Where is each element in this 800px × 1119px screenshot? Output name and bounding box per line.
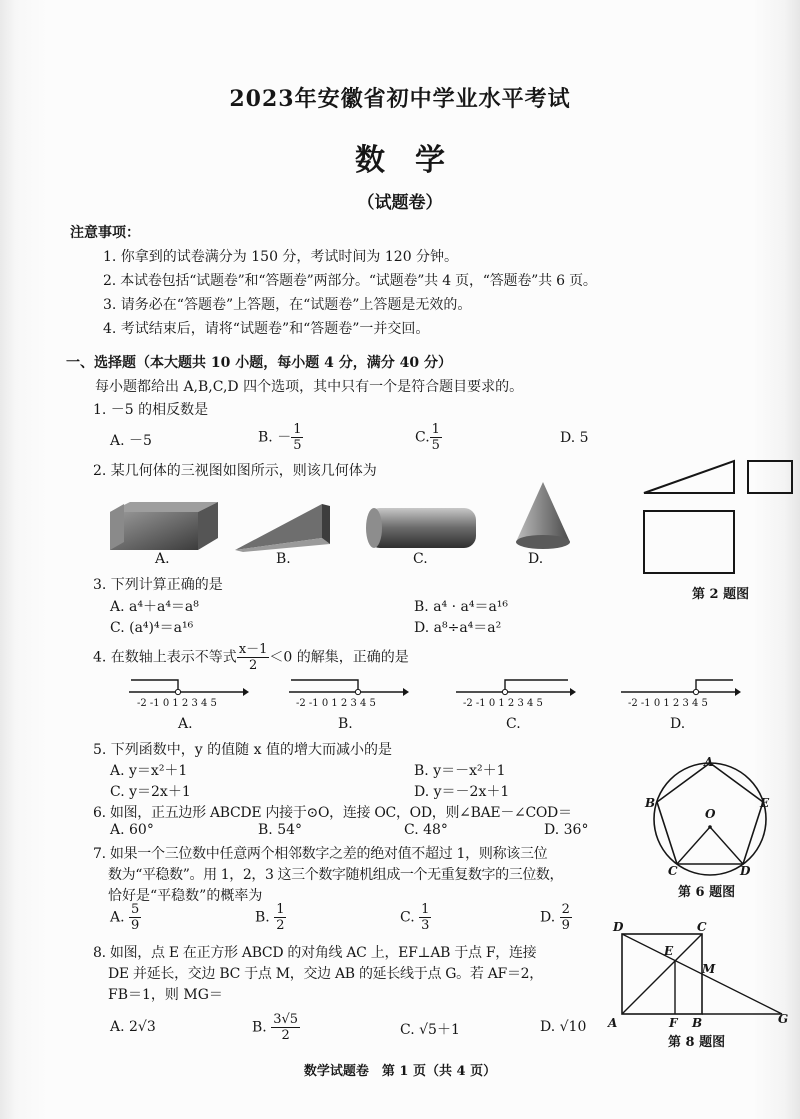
q4-ticks-c: -2 -1 0 1 2 3 4 5 (463, 698, 543, 709)
q6-label-d: D (740, 864, 751, 878)
subject-title: 数 学 (355, 143, 445, 178)
q2-option-d: D. (528, 551, 544, 567)
q6-label-o: O (705, 807, 716, 821)
q8-option-a: A. 2√3 (110, 1019, 156, 1035)
q5-option-a: A. y＝x²＋1 (110, 763, 188, 779)
q4-option-b: B. (338, 716, 353, 732)
q4-option-c: C. (506, 716, 521, 732)
solid-a-prism (110, 502, 218, 550)
q6-label-b: B (645, 796, 656, 810)
q3-option-b: B. a⁴ · a⁴＝a¹⁶ (414, 599, 509, 615)
notice-item-1: 1. 你拿到的试卷满分为 150 分，考试时间为 120 分钟。 (103, 249, 459, 265)
q8-option-d: D. √10 (540, 1019, 587, 1035)
q8-label-c: C (697, 920, 707, 934)
q1-option-a: A. －5 (110, 433, 152, 449)
q5-stem: 5. 下列函数中，y 的值随 x 值的增大而减小的是 (93, 742, 392, 758)
q6-label-c: C (668, 864, 678, 878)
q5-option-c: C. y＝2x＋1 (110, 784, 191, 800)
q8-label-g: G (778, 1012, 789, 1026)
q7-option-c: C. $\frac{1}{3}$ (400, 902, 430, 933)
q1-stem: 1. －5 的相反数是 (93, 402, 209, 418)
q8-label-f: F (669, 1016, 678, 1030)
q1-option-b: B. － $\frac{1}{5}$ (258, 422, 302, 453)
section-title: 一、选择题（本大题共 10 小题，每小题 4 分，满分 40 分） (66, 355, 452, 371)
q3-option-a: A. a⁴＋a⁴＝a⁸ (110, 599, 199, 615)
q8-figure-caption: 第 8 题图 (668, 1035, 726, 1050)
solid-b-wedge (235, 504, 330, 552)
q1-option-c: C. $\frac{1}{5}$ (415, 422, 440, 453)
q2-option-c: C. (413, 551, 428, 567)
q6-label-a: A (704, 755, 714, 769)
q6-stem: 6. 如图，正五边形 ABCDE 内接于⊙O，连接 OC，OD，则∠BAE－∠COD＝ (93, 805, 572, 821)
q6-option-c: C. 48° (404, 822, 448, 838)
q8-label-d: D (613, 920, 624, 934)
q2-solids-figure (100, 492, 490, 554)
q4-ticks-d: -2 -1 0 1 2 3 4 5 (628, 698, 708, 709)
q5-option-d: D. y＝－2x＋1 (414, 784, 510, 800)
q7-line-3: 恰好是“平稳数”的概率为 (108, 888, 263, 904)
q5-option-b: B. y＝－x²＋1 (414, 763, 506, 779)
q8-line-2: DE 并延长，交边 BC 于点 M，交边 AB 的延长线于点 G。若 AF＝2， (108, 966, 543, 982)
q8-label-b: B (692, 1016, 703, 1030)
exam-title: 2023年安徽省初中学业水平考试 (229, 86, 571, 112)
q6-label-e: E (760, 796, 770, 810)
q8-label-m: M (702, 962, 716, 976)
q2-cone-figure (510, 480, 580, 552)
q1-option-d: D. 5 (560, 430, 589, 446)
q3-option-d: D. a⁸÷a⁴＝a² (414, 620, 502, 636)
q2-figure-caption: 第 2 题图 (692, 587, 750, 602)
q2-three-views-figure (638, 455, 798, 585)
q6-option-d: D. 36° (544, 822, 589, 838)
q8-line-3: FB＝1，则 MG＝ (108, 987, 223, 1003)
q2-option-a: A. (155, 551, 170, 567)
q8-option-c: C. √5＋1 (400, 1022, 460, 1038)
notice-title: 注意事项： (70, 225, 140, 241)
q6-option-a: A. 60° (110, 822, 154, 838)
q7-option-d: D. $\frac{2}{9}$ (540, 902, 570, 933)
section-instruction: 每小题都给出 A,B,C,D 四个选项，其中只有一个是符合题目要求的。 (95, 379, 524, 395)
notice-item-2: 2. 本试卷包括“试题卷”和“答题卷”两部分。“试题卷”共 4 页，“答题卷”共 6 页。 (103, 273, 597, 289)
q7-line-1: 7. 如果一个三位数中任意两个相邻数字之差的绝对值不超过 1，则称该三位 (93, 846, 548, 862)
q7-option-a: A. $\frac{5}{9}$ (110, 902, 140, 933)
q8-label-e: E (664, 944, 674, 958)
q7-line-2: 数为“平稳数”。用 1，2，3 这三个数字随机组成一个无重复数字的三位数， (108, 867, 564, 883)
q7-option-b: B. $\frac{1}{2}$ (255, 902, 285, 933)
q8-line-1: 8. 如图，点 E 在正方形 ABCD 的对角线 AC 上，EF⊥AB 于点 F，连接 (93, 945, 537, 961)
notice-item-4: 4. 考试结束后，请将“试题卷”和“答题卷”一并交回。 (103, 321, 430, 337)
q3-option-c: C. (a⁴)⁴＝a¹⁶ (110, 620, 194, 636)
q6-figure-caption: 第 6 题图 (678, 885, 736, 900)
q8-label-a: A (608, 1016, 618, 1030)
q4-ticks-b: -2 -1 0 1 2 3 4 5 (296, 698, 376, 709)
q8-option-b: B. $\frac{3√5}{2}$ (252, 1012, 299, 1043)
paper-type: （试题卷） (357, 193, 443, 213)
q6-option-b: B. 54° (258, 822, 303, 838)
page-footer: 数学试题卷 第 1 页（共 4 页） (303, 1064, 497, 1079)
q2-option-b: B. (276, 551, 291, 567)
solid-c-cylinder (366, 508, 476, 548)
q2-stem: 2. 某几何体的三视图如图所示，则该几何体为 (93, 463, 377, 479)
q4-ticks-a: -2 -1 0 1 2 3 4 5 (137, 698, 217, 709)
q4-option-a: A. (178, 716, 193, 732)
q4-option-d: D. (670, 716, 686, 732)
q3-stem: 3. 下列计算正确的是 (93, 577, 223, 593)
q4-stem: 4. 在数轴上表示不等式 $\frac{x-1}{2}$ ＜0 的解集，正确的是 (93, 642, 409, 673)
notice-item-3: 3. 请务必在“答题卷”上答题，在“试题卷”上答题是无效的。 (103, 297, 472, 313)
